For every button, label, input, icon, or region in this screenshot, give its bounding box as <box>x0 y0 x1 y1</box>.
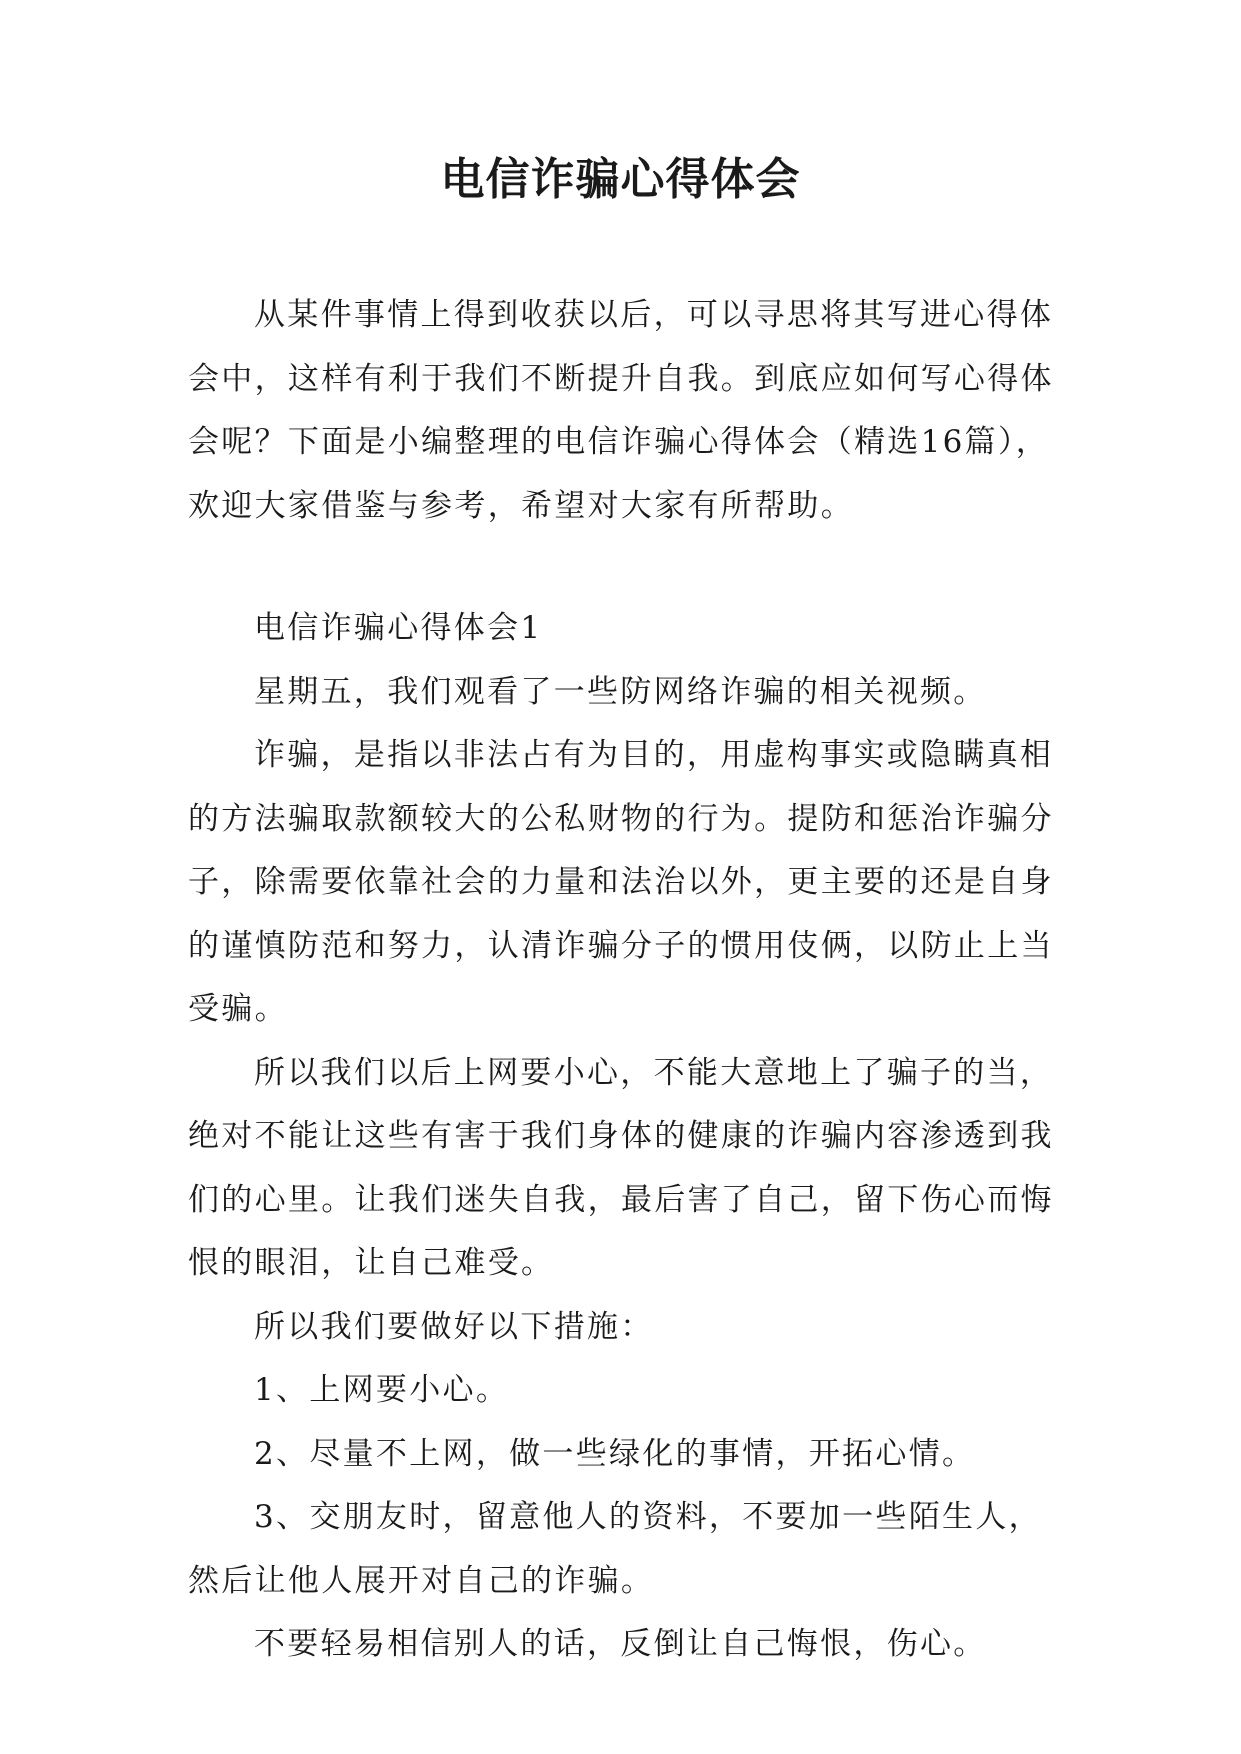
document-body <box>188 284 1058 1677</box>
intro-paragraph: 从某件事情上得到收获以后，可以寻思将其写进心得体会中，这样有利于我们不断提升自我。到底应如何写心得体会呢？下面是小编整理的电信诈骗心得体会（精选16篇），欢迎大家借鉴与参考，希望对大家有所帮助。 <box>188 297 1054 524</box>
section-heading: 电信诈骗心得体会1 <box>254 610 543 646</box>
body-paragraph-3: 所以我们以后上网要小心，不能大意地上了骗子的当，绝对不能让这些有害于我们身体的健康的诈骗内容渗透到我们的心里。让我们迷失自我，最后害了自己，留下伤心而悔恨的眼泪，让自己难受。 <box>188 1054 1054 1281</box>
body-paragraph-4: 所以我们要做好以下措施： <box>254 1308 654 1345</box>
closing-paragraph: 不要轻易相信别人的话，反倒让自己悔恨，伤心。 <box>254 1626 987 1662</box>
body-paragraph-2: 诈骗，是指以非法占有为目的，用虚构事实或隐瞒真相的方法骗取款额较大的公私财物的行为。提防和惩治诈骗分子，除需要依靠社会的力量和法治以外，更主要的还是自身的谨慎防范和努力，认清诈骗分子的惯用伎俩，以防止上当受骗。 <box>188 737 1054 1027</box>
list-item-1: 1、上网要小心。 <box>254 1372 510 1408</box>
paragraph-spacer <box>188 538 1058 597</box>
list-item-3: 3、交朋友时，留意他人的资料，不要加一些陌生人，然后让他人展开对自己的诈骗。 <box>188 1499 1042 1599</box>
body-paragraph-1: 星期五，我们观看了一些防网络诈骗的相关视频。 <box>254 673 987 710</box>
document-title: 电信诈骗心得体会 <box>440 154 801 205</box>
list-item-2: 2、尽量不上网，做一些绿化的事情，开拓心情。 <box>254 1435 976 1472</box>
